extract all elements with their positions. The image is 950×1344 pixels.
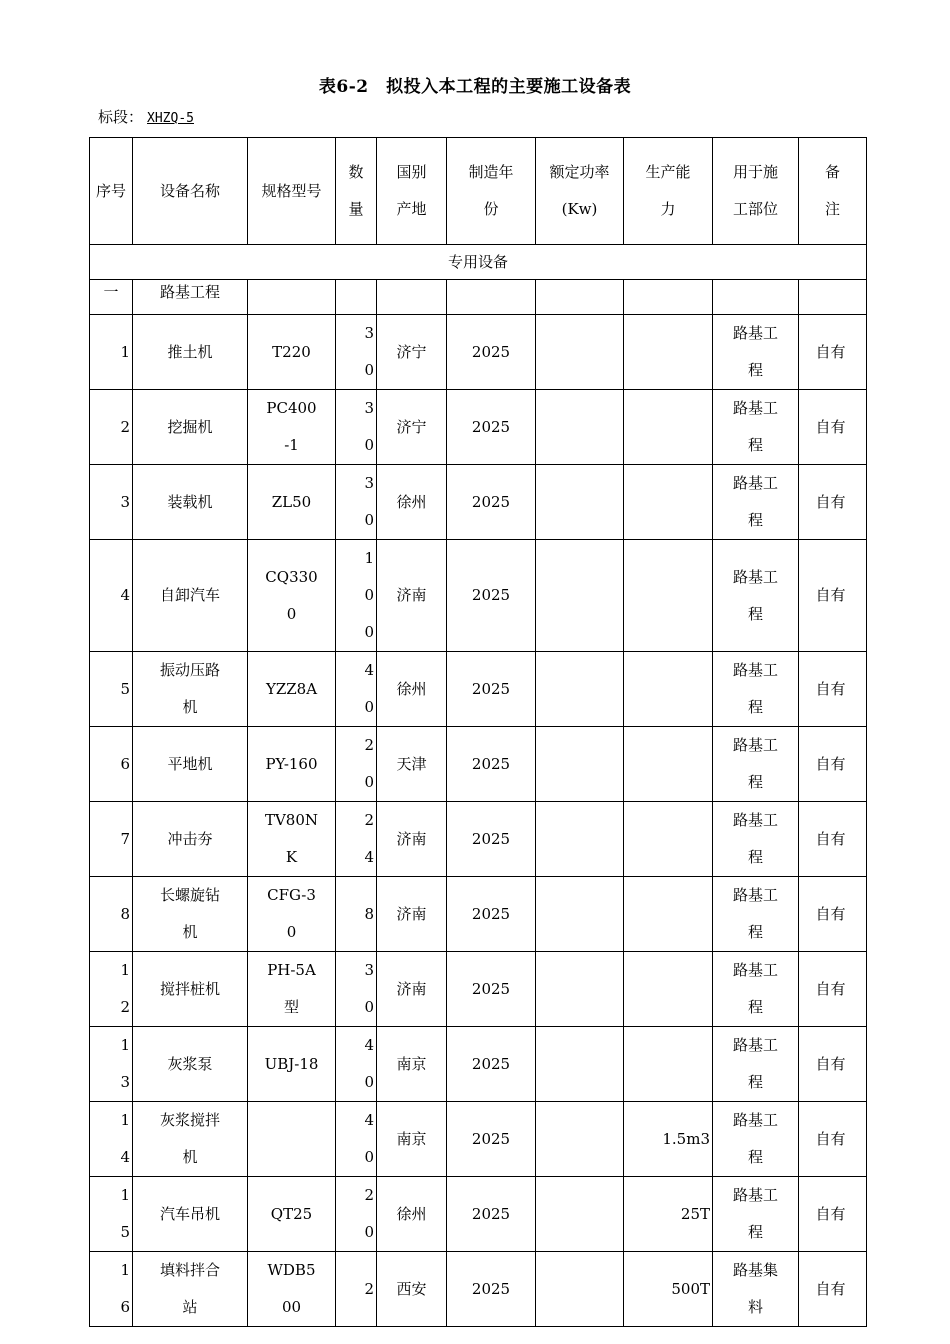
cell-note	[799, 652, 867, 727]
cell-qty-text: 30	[364, 474, 374, 529]
cell-seq-text: 13	[120, 1036, 130, 1091]
cell-model	[248, 1102, 336, 1177]
table-row	[90, 877, 867, 952]
cell-origin	[377, 652, 447, 727]
header-capacity	[624, 138, 713, 245]
cell-origin-text: 西安	[396, 1279, 427, 1298]
cell-seq	[90, 1252, 133, 1327]
cell-qty	[336, 802, 377, 877]
cell-seq	[90, 315, 133, 390]
cell-model-text: PY-160	[265, 754, 318, 773]
cell-qty	[336, 1102, 377, 1177]
cell-power	[536, 1177, 624, 1252]
cell-qty-text: 24	[364, 811, 374, 866]
cell-model-text: PC400-1	[266, 399, 317, 454]
cell-qty	[336, 877, 377, 952]
cell-year: 2025	[447, 652, 536, 727]
cell-usage-text: 路基工程	[732, 1111, 778, 1166]
cell-model	[248, 540, 336, 652]
header-power	[536, 138, 624, 245]
cell-power	[536, 652, 624, 727]
cell-seq	[90, 1177, 133, 1252]
table-row	[90, 802, 867, 877]
cell-name-text: 灰浆搅拌机	[159, 1111, 220, 1166]
cell-usage-text: 路基工程	[732, 399, 778, 454]
cell-model	[248, 1027, 336, 1102]
cell-year: 2025	[447, 1102, 536, 1177]
cell-usage	[713, 540, 799, 652]
header-usage-text: 用于施工部位	[732, 163, 778, 218]
cell-model	[248, 952, 336, 1027]
cell-seq-text: 3	[120, 492, 130, 511]
cell-power	[536, 1252, 624, 1327]
equipment-table	[89, 137, 867, 1327]
cell-origin-text: 济南	[396, 904, 427, 923]
cell-capacity	[624, 652, 713, 727]
cell-name-text: 自卸汽车	[159, 586, 220, 604]
cell-qty	[336, 465, 377, 540]
cell-qty-text: 2	[364, 1279, 374, 1298]
cell-qty	[336, 652, 377, 727]
cell-note-text: 自有	[815, 829, 846, 848]
cell-origin-text: 济南	[396, 829, 427, 848]
cell-qty	[336, 727, 377, 802]
cell-name-text: 平地机	[167, 754, 213, 773]
cell-model	[248, 1252, 336, 1327]
cell-name	[133, 802, 248, 877]
cell-seq	[90, 877, 133, 952]
cell-origin-text: 徐州	[396, 1204, 427, 1223]
cell-name	[133, 1252, 248, 1327]
cell-usage-text: 路基工程	[732, 567, 778, 623]
cell-origin	[377, 802, 447, 877]
cell-capacity: 25T	[624, 1177, 713, 1252]
cell-usage	[713, 390, 799, 465]
cell-name-text: 汽车吊机	[159, 1204, 220, 1223]
cell-model	[248, 802, 336, 877]
cell-name-text: 振动压路机	[159, 661, 220, 716]
cell-origin	[377, 952, 447, 1027]
cell-year: 2025	[447, 727, 536, 802]
cell-usage-text: 路基工程	[732, 1036, 778, 1091]
cell-origin	[377, 465, 447, 540]
cell-origin	[377, 1252, 447, 1327]
table-row	[90, 315, 867, 390]
cell-seq-text: 2	[120, 417, 130, 436]
header-origin-text: 国别产地	[396, 163, 427, 218]
cell-usage	[713, 802, 799, 877]
cell-origin	[377, 1102, 447, 1177]
cell-name-text: 冲击夯	[167, 829, 213, 848]
cell-year: 2025	[447, 390, 536, 465]
empty-cell	[336, 280, 377, 315]
header-year-text: 制造年份	[468, 163, 514, 218]
cell-name	[133, 952, 248, 1027]
header-note-text: 备注	[824, 163, 840, 218]
cell-origin-text: 济南	[396, 979, 427, 998]
category-label: 专用设备	[90, 245, 867, 280]
header-note	[799, 138, 867, 245]
cell-seq-text: 15	[120, 1186, 130, 1241]
cell-model-text: UBJ-18	[264, 1054, 319, 1073]
cell-qty-text: 20	[364, 736, 374, 791]
cell-usage-text: 路基工程	[732, 736, 778, 791]
cell-note-text: 自有	[815, 979, 846, 998]
cell-origin-text: 徐州	[396, 492, 427, 511]
cell-capacity	[624, 1027, 713, 1102]
cell-power	[536, 802, 624, 877]
cell-model-text: WDB500	[267, 1261, 316, 1316]
cell-note-text: 自有	[815, 904, 846, 923]
cell-seq-text: 5	[120, 679, 130, 698]
cell-name	[133, 390, 248, 465]
cell-year: 2025	[447, 540, 536, 652]
cell-qty-text: 30	[364, 399, 374, 454]
cell-usage	[713, 727, 799, 802]
cell-model-text: QT25	[270, 1204, 313, 1223]
cell-origin	[377, 727, 447, 802]
cell-model	[248, 652, 336, 727]
cell-model-text: TV80NK	[264, 811, 319, 866]
cell-usage-text: 路基工程	[732, 1186, 778, 1241]
cell-power	[536, 877, 624, 952]
cell-usage-text: 路基工程	[732, 886, 778, 941]
cell-model	[248, 315, 336, 390]
cell-seq-text: 6	[120, 754, 130, 773]
cell-model-text: CQ3300	[265, 567, 318, 623]
cell-seq-text: 8	[120, 904, 130, 923]
cell-power	[536, 315, 624, 390]
cell-capacity	[624, 315, 713, 390]
cell-year: 2025	[447, 877, 536, 952]
cell-capacity	[624, 465, 713, 540]
cell-usage	[713, 877, 799, 952]
cell-qty	[336, 952, 377, 1027]
cell-capacity	[624, 877, 713, 952]
cell-capacity	[624, 727, 713, 802]
cell-usage	[713, 465, 799, 540]
empty-cell	[248, 280, 336, 315]
cell-note	[799, 1027, 867, 1102]
empty-cell	[713, 280, 799, 315]
cell-qty	[336, 1252, 377, 1327]
cell-qty-text: 100	[364, 549, 374, 641]
cell-model-text: T220	[272, 342, 311, 361]
cell-note-text: 自有	[815, 417, 846, 436]
cell-note-text: 自有	[815, 679, 846, 698]
cell-power	[536, 1027, 624, 1102]
table-row	[90, 952, 867, 1027]
cell-origin-text: 南京	[396, 1129, 427, 1148]
cell-origin	[377, 540, 447, 652]
header-year	[447, 138, 536, 245]
cell-name	[133, 877, 248, 952]
cell-seq	[90, 727, 133, 802]
cell-seq-text: 16	[120, 1261, 130, 1316]
cell-name	[133, 727, 248, 802]
cell-seq	[90, 465, 133, 540]
cell-year: 2025	[447, 1027, 536, 1102]
cell-model-text: PH-5A型	[267, 961, 316, 1016]
section-line	[98, 106, 194, 127]
cell-year: 2025	[447, 952, 536, 1027]
cell-name	[133, 315, 248, 390]
cell-model	[248, 390, 336, 465]
cell-note-text: 自有	[815, 492, 846, 511]
cell-seq-text: 1	[120, 342, 130, 361]
cell-model-text: YZZ8A	[265, 679, 318, 698]
cell-usage-text: 路基集料	[732, 1261, 778, 1316]
cell-power	[536, 465, 624, 540]
cell-name	[133, 1177, 248, 1252]
cell-name	[133, 465, 248, 540]
empty-cell	[799, 280, 867, 315]
table-row	[90, 540, 867, 652]
category-row	[90, 245, 867, 280]
cell-name-text: 挖掘机	[167, 417, 213, 436]
cell-note-text: 自有	[815, 1204, 846, 1223]
cell-origin	[377, 1177, 447, 1252]
cell-capacity	[624, 802, 713, 877]
cell-qty	[336, 1177, 377, 1252]
cell-usage	[713, 1177, 799, 1252]
cell-origin-text: 济宁	[396, 417, 427, 436]
cell-qty	[336, 390, 377, 465]
cell-year: 2025	[447, 315, 536, 390]
cell-note	[799, 1252, 867, 1327]
cell-note	[799, 390, 867, 465]
cell-seq-text: 14	[120, 1111, 130, 1166]
cell-qty-text: 30	[364, 324, 374, 379]
cell-model-text: ZL50	[271, 492, 312, 511]
cell-name	[133, 1027, 248, 1102]
table-row	[90, 1027, 867, 1102]
cell-name	[133, 652, 248, 727]
section-code: XHZQ-5	[147, 111, 194, 126]
subcategory-row	[90, 280, 867, 315]
cell-note-text: 自有	[815, 586, 846, 604]
cell-seq	[90, 1102, 133, 1177]
table-row	[90, 727, 867, 802]
cell-origin-text: 济南	[396, 586, 427, 604]
cell-usage	[713, 1102, 799, 1177]
cell-seq-text: 12	[120, 961, 130, 1016]
cell-note	[799, 727, 867, 802]
cell-power	[536, 1102, 624, 1177]
cell-usage-text: 路基工程	[732, 961, 778, 1016]
cell-capacity: 1.5m3	[624, 1102, 713, 1177]
cell-note-text: 自有	[815, 1129, 846, 1148]
cell-name-text: 推土机	[167, 342, 213, 361]
cell-name-text: 填料拌合站	[159, 1261, 220, 1316]
cell-name-text: 灰浆泵	[167, 1054, 213, 1073]
cell-seq-text: 7	[120, 829, 130, 848]
empty-cell	[536, 280, 624, 315]
cell-name	[133, 1102, 248, 1177]
cell-year: 2025	[447, 465, 536, 540]
cell-power	[536, 540, 624, 652]
cell-qty-text: 40	[364, 1036, 374, 1091]
cell-name-text: 装载机	[167, 492, 213, 511]
cell-origin	[377, 877, 447, 952]
table-row	[90, 652, 867, 727]
header-name: 设备名称	[133, 138, 248, 245]
cell-power	[536, 727, 624, 802]
header-model: 规格型号	[248, 138, 336, 245]
cell-model-text: CFG-30	[267, 886, 316, 941]
cell-year: 2025	[447, 1252, 536, 1327]
cell-origin	[377, 315, 447, 390]
cell-model	[248, 1177, 336, 1252]
cell-qty	[336, 315, 377, 390]
cell-seq	[90, 390, 133, 465]
cell-year: 2025	[447, 1177, 536, 1252]
cell-seq	[90, 652, 133, 727]
cell-usage-text: 路基工程	[732, 661, 778, 716]
table-row	[90, 1252, 867, 1327]
header-origin	[377, 138, 447, 245]
cell-origin-text: 徐州	[396, 679, 427, 698]
cell-power	[536, 390, 624, 465]
cell-qty	[336, 540, 377, 652]
cell-name	[133, 540, 248, 652]
cell-model	[248, 465, 336, 540]
header-qty-text: 数量	[348, 163, 364, 218]
cell-note-text: 自有	[815, 1279, 846, 1298]
cell-year: 2025	[447, 802, 536, 877]
cell-note-text: 自有	[815, 1054, 846, 1073]
subcategory-name: 路基工程	[133, 280, 248, 315]
cell-origin-text: 天津	[396, 754, 427, 773]
table-row	[90, 390, 867, 465]
cell-origin	[377, 390, 447, 465]
cell-capacity	[624, 390, 713, 465]
cell-origin	[377, 1027, 447, 1102]
cell-usage-text: 路基工程	[732, 324, 778, 379]
cell-model	[248, 727, 336, 802]
empty-cell	[377, 280, 447, 315]
cell-origin-text: 南京	[396, 1054, 427, 1073]
cell-power	[536, 952, 624, 1027]
table-row	[90, 1177, 867, 1252]
cell-note	[799, 1102, 867, 1177]
cell-usage	[713, 952, 799, 1027]
cell-note	[799, 877, 867, 952]
cell-usage-text: 路基工程	[732, 474, 778, 529]
cell-qty-text: 30	[364, 961, 374, 1016]
cell-qty	[336, 1027, 377, 1102]
cell-seq-text: 4	[120, 586, 130, 604]
table-row	[90, 465, 867, 540]
subcategory-seq: 一	[90, 280, 133, 315]
cell-note	[799, 315, 867, 390]
cell-qty-text: 20	[364, 1186, 374, 1241]
section-label: 标段：	[98, 108, 144, 126]
cell-qty-text: 40	[364, 1111, 374, 1166]
empty-cell	[447, 280, 536, 315]
cell-note	[799, 465, 867, 540]
header-qty	[336, 138, 377, 245]
cell-note	[799, 952, 867, 1027]
header-capacity-text: 生产能力	[645, 163, 691, 218]
cell-seq	[90, 952, 133, 1027]
header-power-text: 额定功率(Kw)	[549, 163, 610, 218]
cell-usage	[713, 1027, 799, 1102]
cell-note-text: 自有	[815, 342, 846, 361]
cell-seq	[90, 540, 133, 652]
empty-cell	[624, 280, 713, 315]
header-row	[90, 138, 867, 245]
cell-capacity: 500T	[624, 1252, 713, 1327]
cell-note	[799, 1177, 867, 1252]
header-usage	[713, 138, 799, 245]
cell-usage	[713, 652, 799, 727]
header-seq: 序号	[90, 138, 133, 245]
cell-origin-text: 济宁	[396, 342, 427, 361]
cell-note	[799, 540, 867, 652]
cell-name-text: 长螺旋钻机	[159, 886, 220, 941]
cell-capacity	[624, 540, 713, 652]
cell-note-text: 自有	[815, 754, 846, 773]
cell-usage	[713, 1252, 799, 1327]
cell-usage	[713, 315, 799, 390]
cell-name-text: 搅拌桩机	[159, 979, 220, 998]
table-row	[90, 1102, 867, 1177]
cell-qty-text: 8	[364, 904, 374, 923]
cell-qty-text: 40	[364, 661, 374, 716]
cell-seq	[90, 802, 133, 877]
cell-usage-text: 路基工程	[732, 811, 778, 866]
cell-note	[799, 802, 867, 877]
cell-capacity	[624, 952, 713, 1027]
cell-seq	[90, 1027, 133, 1102]
cell-model	[248, 877, 336, 952]
page-title: 表6-2 拟投入本工程的主要施工设备表	[318, 77, 632, 97]
